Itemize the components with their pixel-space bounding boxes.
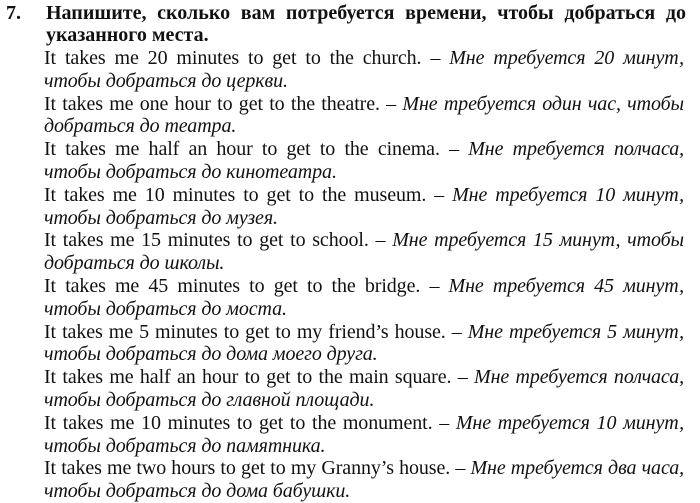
answer-russian: Мне требуется 10 минут, чтобы добраться до памятника. [44,411,684,457]
answer-russian: Мне требуется два часа, чтобы добраться до дома бабушки. [44,457,684,503]
answer-item [44,321,684,367]
answer-item [44,229,684,275]
answer-english: It takes me 5 minutes to get to my friend’s house. – [44,320,462,343]
answer-english: It takes me 15 minutes to get to school. – [44,229,386,252]
answer-english: It takes me 20 minutes to get to the church. – [44,47,441,69]
answer-english: It takes me half an hour to get to the main square. – [44,366,468,389]
answer-english: It takes me 45 minutes to get to the bridge. – [44,274,440,297]
answer-russian: Мне требуется 20 минут, чтобы добраться до церкви. [44,47,684,92]
answer-item [44,93,684,139]
answer-russian: Мне требуется 5 минут, чтобы добраться до дома моего друга. [44,320,684,366]
answer-russian: Мне требуется 10 минут, чтобы добраться до музея. [44,183,685,229]
answer-item [44,275,684,321]
answer-item [44,184,684,230]
answer-english: It takes me 10 minutes to get to the museum. – [44,183,445,206]
answer-english: It takes me 10 minutes to get to the monument. – [44,411,450,434]
answer-item [44,47,684,93]
answer-item [44,138,684,184]
answer-item [44,366,684,412]
answer-russian: Мне требуется 45 минут, чтобы добраться до моста. [44,274,684,320]
answer-list [44,47,684,503]
answer-english: It takes me one hour to get to the theatre. – [44,92,397,115]
task-title: Напишите, сколько вам потребуется времени, чтобы добраться до указанного места. [46,2,686,46]
answer-item [44,412,684,458]
task-number: 7. [6,2,21,24]
answer-item [44,457,684,503]
answer-russian: Мне требуется полчаса, чтобы добраться до главной площади. [44,366,684,411]
answer-english: It takes me half an hour to get to the cinema. – [44,138,459,161]
answer-russian: Мне требуется полчаса, чтобы добраться до кинотеатра. [44,138,684,183]
answer-russian: Мне требуется один час, чтобы добраться до театра. [44,92,684,138]
answer-english: It takes me two hours to get to my Granny’s house. – [44,457,466,480]
answer-russian: Мне требуется 15 минут, чтобы добраться до школы. [44,229,684,275]
